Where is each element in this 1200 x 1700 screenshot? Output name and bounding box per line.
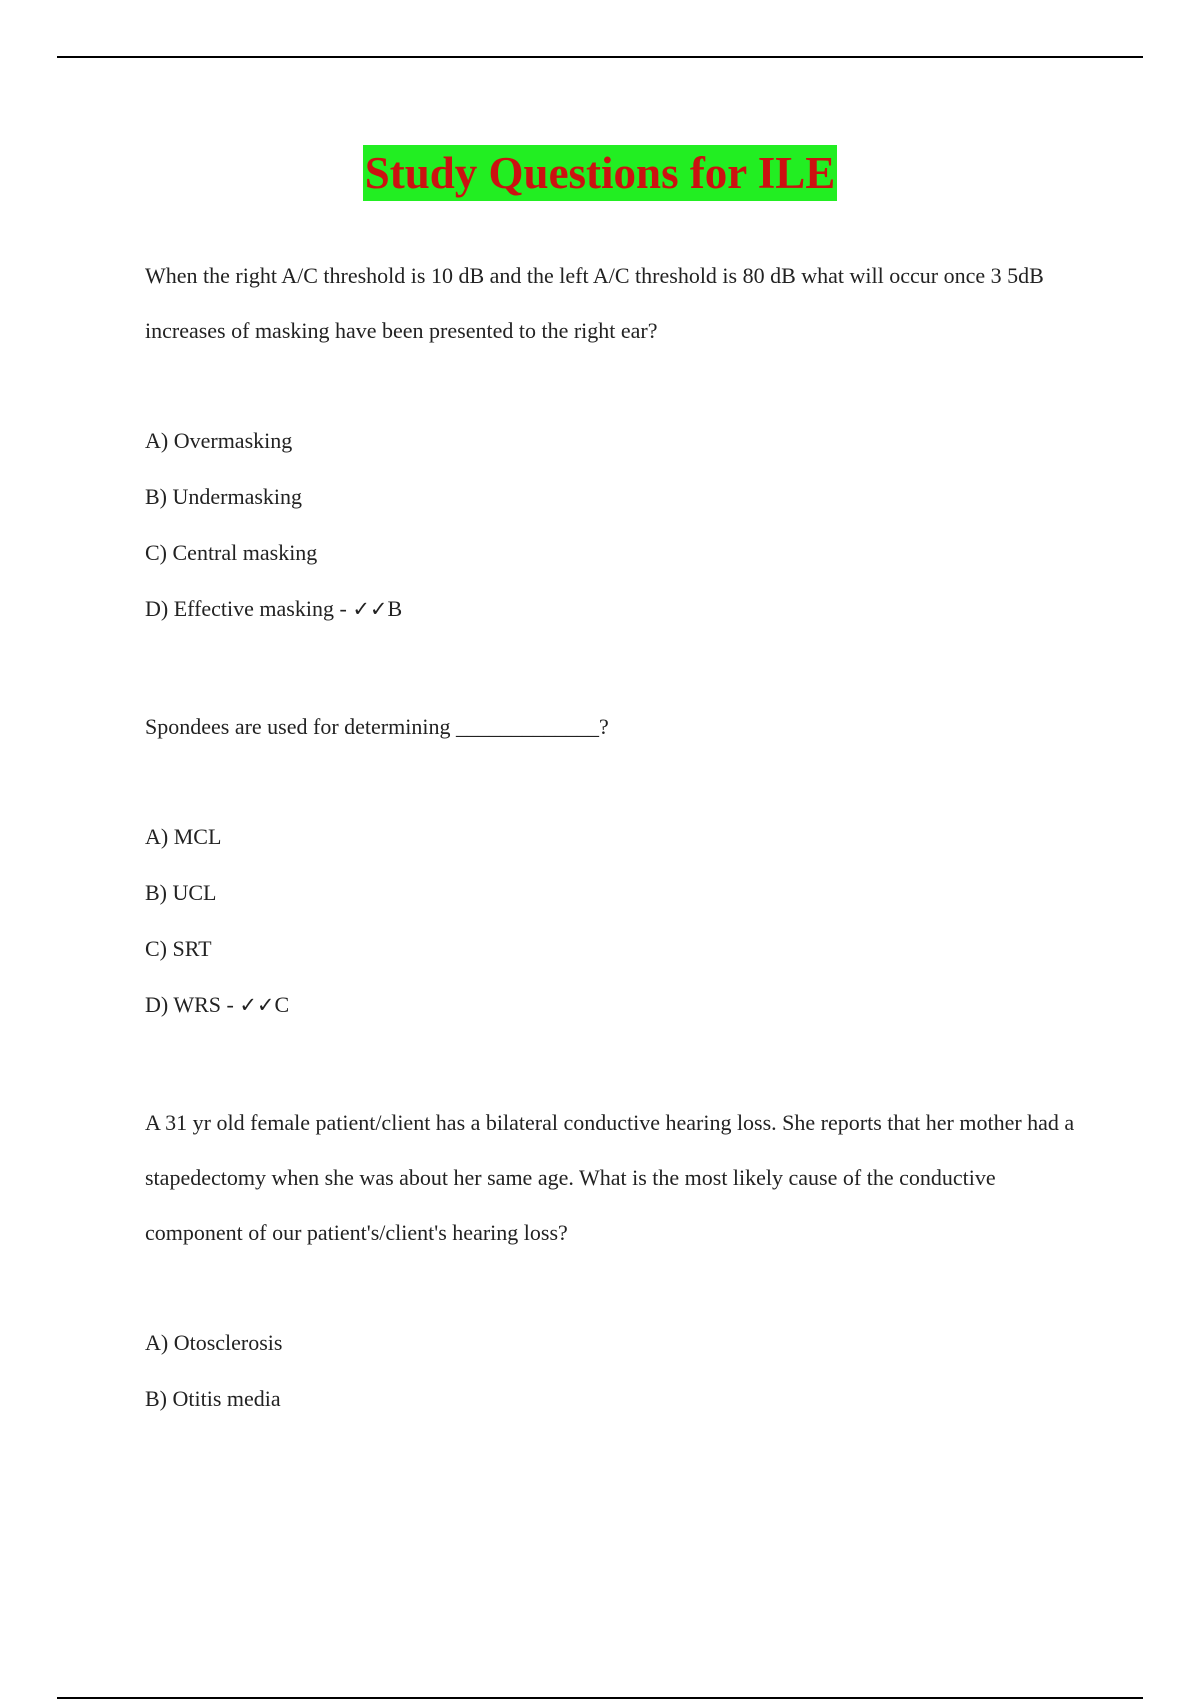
bottom-divider [57, 1697, 1143, 1699]
question-text: Spondees are used for determining _____________? [145, 714, 609, 739]
option-b: B) UCL [145, 880, 217, 905]
answer-key: C [274, 992, 290, 1017]
title-container [0, 145, 1200, 201]
option-d [145, 977, 1085, 1033]
option-c: C) SRT [145, 936, 212, 961]
document-body [145, 248, 1085, 1427]
question-text: When the right A/C threshold is 10 dB and the left A/C threshold is 80 dB what will occur once 3 5dB increases of masking have been presented to the right ear? [145, 263, 1044, 343]
question-block-3 [145, 1095, 1085, 1427]
option-b: B) Undermasking [145, 484, 303, 509]
option-c: C) Central masking [145, 540, 318, 565]
option-a: A) Overmasking [145, 428, 293, 453]
option-list [145, 1315, 1085, 1427]
top-divider [57, 56, 1143, 58]
option-a: A) MCL [145, 824, 222, 849]
option-a: A) Otosclerosis [145, 1330, 283, 1355]
question-block-1 [145, 248, 1085, 637]
option-d [145, 581, 1085, 637]
checkmark-icon: ✓✓ [239, 993, 275, 1017]
question-text: A 31 yr old female patient/client has a bilateral conductive hearing loss. She reports that her mother had a stapedectomy when she was about her same age. What is the most likely cause of the conductive component of our patient's/client's hearing loss? [145, 1110, 1075, 1245]
option-list [145, 809, 1085, 1033]
option-b: B) Otitis media [145, 1386, 281, 1411]
option-d-text: D) WRS - [145, 992, 240, 1017]
option-list [145, 413, 1085, 637]
option-d-text: D) Effective masking - [145, 596, 353, 621]
question-block-2 [145, 699, 1085, 1033]
answer-key: B [387, 596, 403, 621]
document-title: Study Questions for ILE [363, 145, 838, 201]
checkmark-icon: ✓✓ [352, 597, 388, 621]
